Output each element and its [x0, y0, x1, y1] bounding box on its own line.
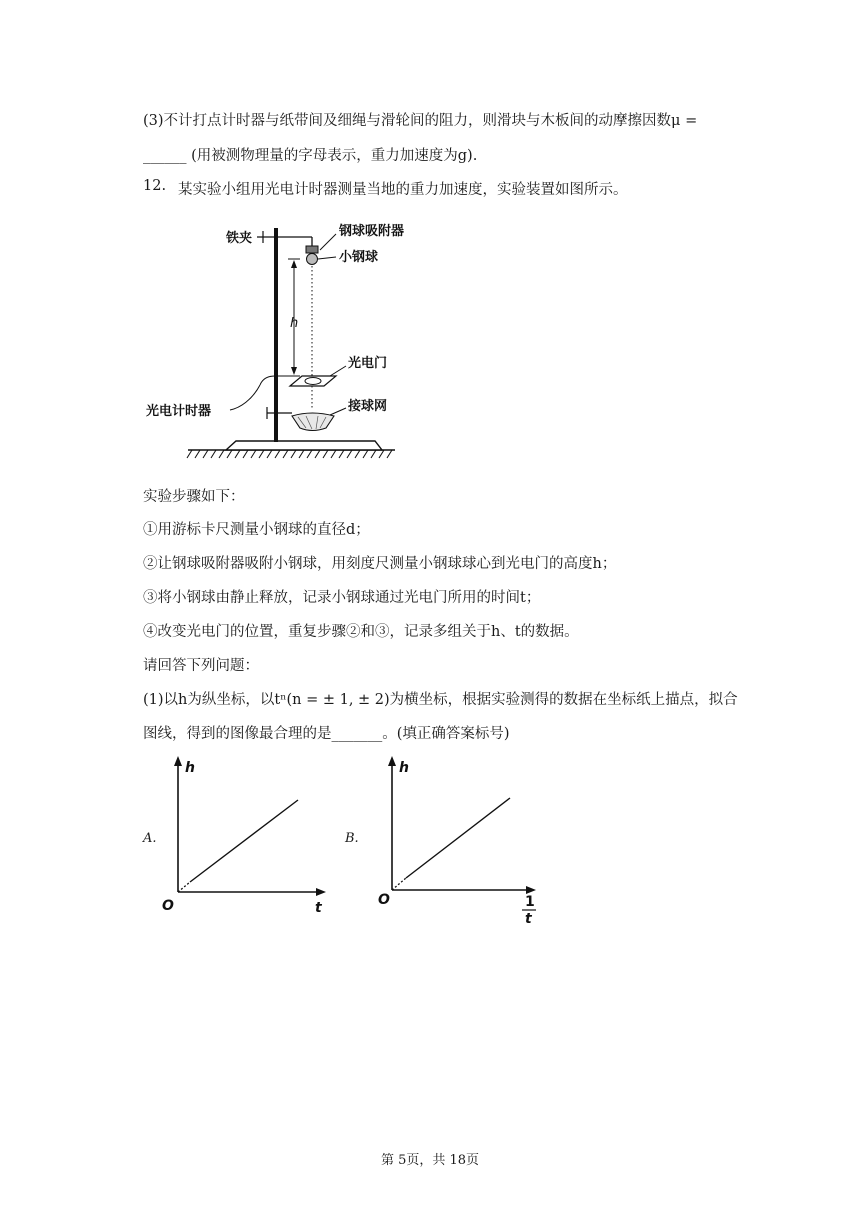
option-b-y-label: h	[399, 760, 409, 776]
apparatus-figure	[140, 210, 430, 465]
q11-part3-line2	[143, 144, 477, 165]
label-height: h	[290, 316, 299, 331]
steps-title: 实验步骤如下：	[143, 489, 245, 505]
q11-part3-line1: (3)不计打点计时器与纸带间及细绳与滑轮间的阻力，则滑块与木板间的动摩擦因数μ =	[143, 113, 698, 129]
option-a-graph	[158, 752, 338, 922]
option-a-y-label: h	[185, 760, 195, 776]
q11-part3-line2-text: (用被测物理量的字母表示，重力加速度为g).	[186, 148, 478, 164]
part1-line2: 图线，得到的图像最合理的是_______。(填正确答案标号)	[143, 726, 510, 742]
q12-stem: 某实验小组用光电计时器测量当地的重力加速度，实验装置如图所示。	[178, 182, 628, 198]
option-a-origin: O	[162, 898, 174, 914]
part1-line1: (1)以h为纵坐标，以tⁿ(n = ± 1, ± 2)为横坐标，根据实验测得的数据在坐标纸上描点，拟合	[143, 692, 738, 708]
label-timer: 光电计时器	[146, 404, 212, 419]
option-b-x-denominator: t	[525, 911, 532, 927]
option-b-graph	[372, 752, 552, 927]
label-holder: 钢球吸附器	[339, 224, 405, 239]
page-footer: 第 5页，共 18页	[380, 1153, 480, 1168]
step-2: ②让钢球吸附器吸附小钢球，用刻度尺测量小钢球球心到光电门的高度h；	[143, 556, 617, 572]
option-b-origin: O	[378, 892, 390, 908]
step-3: ③将小钢球由静止释放，记录小钢球通过光电门所用的时间t；	[143, 590, 541, 606]
q12-number: 12.	[143, 178, 167, 194]
option-b-label: B.	[345, 831, 359, 846]
label-net: 接球网	[348, 399, 388, 414]
option-a-x-label: t	[315, 900, 322, 916]
label-clamp: 铁夹	[226, 231, 253, 246]
option-a-label: A.	[143, 831, 157, 846]
step-4: ④改变光电门的位置，重复步骤②和③，记录多组关于h、t的数据。	[143, 624, 579, 640]
question-intro: 请回答下列问题：	[143, 658, 259, 674]
label-ball: 小钢球	[339, 250, 379, 265]
option-b-x-numerator: 1	[525, 894, 535, 910]
label-gate: 光电门	[348, 356, 388, 371]
step-1: ①用游标卡尺测量小钢球的直径d；	[143, 522, 370, 538]
q11-answer-blank: ______	[143, 148, 187, 164]
